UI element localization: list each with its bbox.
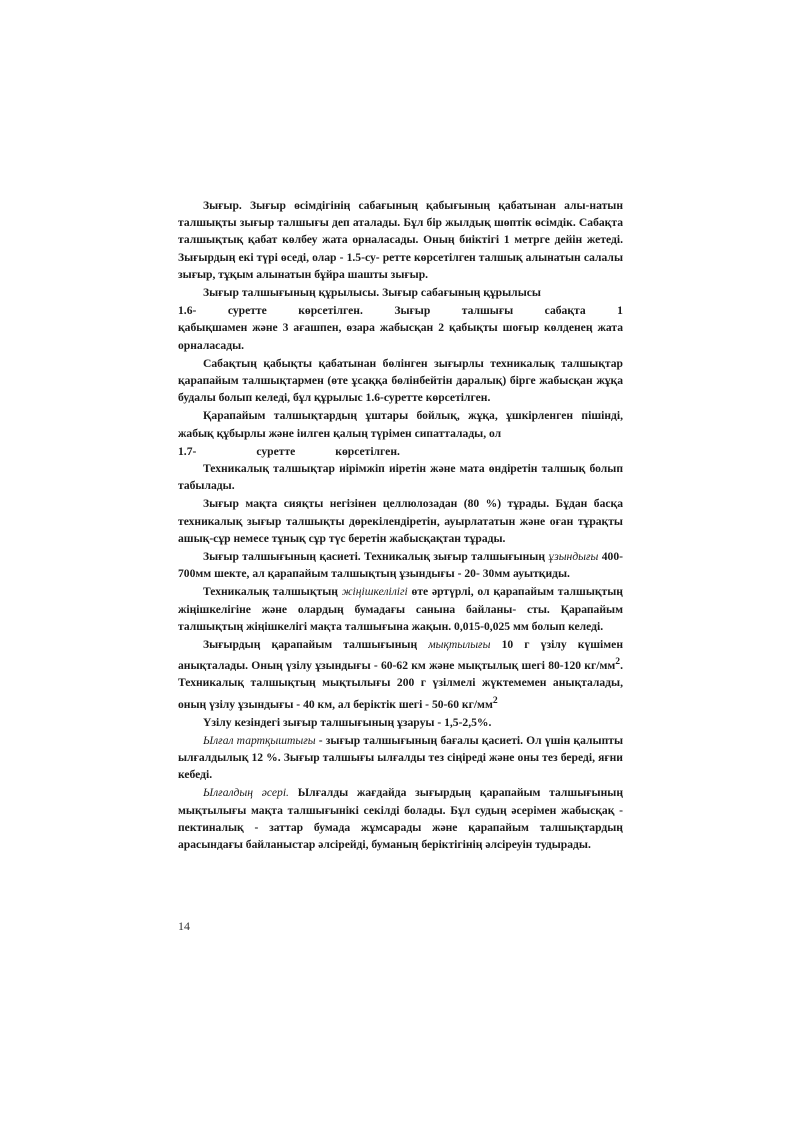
superscript: 2 — [615, 656, 621, 668]
document-body — [178, 197, 623, 854]
paragraph-flax-intro: Зығыр. Зығыр өсімдігінің сабағының қабығының қабатынан алы-натын талшықты зығыр талшығы деп аталады. Бұл бір жылдық шөптік өсімдік. Сабақта талшықтық қабат көлбеу жата орналасады. Оның биіктігі 1 метрге дейін жетеді. Зығырдың екі түрі өседі, олар - 1.5-су- ретте көрсетілген талшық алынатын салалы зығыр, тұқым алынатын бұйра шашты зығыр. — [178, 199, 623, 281]
italic-term: Ылғал тартқыштығы — [203, 733, 316, 747]
superscript: 2 — [492, 694, 498, 706]
word: талшығы — [461, 304, 514, 318]
paragraph-moisture-absorption — [178, 732, 623, 784]
text: . Техникалық талшықтың мықтылығы 200 г үзілмелі жүктемемен анықталады, оның үзілу ұзындығы - 40 км, ал беріктік шегі - 50-60 кг/мм — [178, 659, 623, 711]
word: 1.7- — [178, 444, 197, 458]
paragraph-bark-layer: Сабақтың қабықты қабатынан бөлінген зығырлы техникалық талшықтар қарапайым талшықтармен (өте ұсаққа бөлінбейтін даралық) бірге жабысқан жұқа будалы болып келеді, бұл құрылыс 1.6-суретте көрсетілген. — [178, 356, 623, 405]
paragraph-strength — [178, 636, 623, 713]
paragraph-flax-structure-cont: қабықшамен және 3 ағашпен, өзара жабысқан 2 қабықты шоғыр көлденең жата орналасады. — [178, 321, 623, 352]
paragraph-cellulose: Зығыр мақта сияқты негізінен целлюлозадан (80 %) тұрады. Бұдан басқа техникалық зығыр талшықты дөрекілендіретін, ауырлататын және оған тұрақты ашық-сұр немесе тұнық сұр түс беретін жабысқақтан тұрады. — [178, 497, 623, 545]
paragraph-flax-structure: Зығыр талшығының құрылысы. Зығыр сабағының құрылысы — [203, 286, 541, 300]
italic-term: ұзындығы — [548, 550, 599, 564]
paragraph-elongation: Үзілу кезіндегі зығыр талшығының ұзаруы - 1,5-2,5%. — [203, 715, 492, 729]
paragraph-figure-ref-row-2 — [178, 443, 623, 460]
page-number: 14 — [178, 919, 190, 933]
italic-term: Ылғалдың әсері. — [203, 786, 289, 800]
paragraph-simple-fibers: Қарапайым талшықтардың ұштары бойлық, жұқа, ұшкірленген пішінді, жабық құбырлы және іилген қалың түрімен сипатталады, ол — [178, 409, 623, 440]
italic-term: жіңішкелілігі — [341, 585, 408, 599]
text: Ылғалды жағдайда зығырдың қарапайым талшығының мықтылығы мақта талшығынікі секілді болады. Бұл судың әсерімен жабысқақ - пектиналық - заттар бумада жұмсарады және қарапайым талшықтардың арасындағы байланыстар әлсірейді, буманың беріктігінің әлсіреуін тудырады. — [178, 786, 623, 852]
word: суретте — [227, 304, 267, 318]
paragraph-figure-ref-row — [178, 302, 623, 319]
text: Техникалық талшықтың — [203, 585, 342, 599]
text: 400-700мм шекте, ал қарапайым талшықтың ұзындығы - 20- 30мм ауытқиды. — [178, 550, 624, 581]
italic-term: мықтылығы — [428, 638, 491, 652]
word: көрсетілген. — [335, 444, 400, 458]
paragraph-fineness — [178, 583, 623, 635]
text: Зығырдың қарапайым талшығының — [203, 638, 429, 652]
word: Зығыр — [394, 304, 431, 318]
word: сабақта — [544, 304, 586, 318]
text: өте әртүрлі, ол қарапайым талшықтың жіңішкелігіне және олардың бумадағы санына байланы- сты. Қарапайым талшықтың жіңішкелігі мақта талшығына жақын. 0,015-0,025 мм болып келеді. — [178, 585, 623, 633]
word: 1.6- — [178, 304, 197, 318]
word: 1 — [617, 304, 623, 318]
text: Зығыр талшығының қасиеті. Техникалық зығыр талшығының — [203, 550, 546, 564]
word: суретте — [256, 444, 296, 458]
word: көрсетілген. — [298, 304, 363, 318]
paragraph-fiber-length — [178, 548, 623, 582]
paragraph-technical-fibers: Техникалық талшықтар иірімжіп иіретін және мата өндіретін талшық болып табылады. — [178, 462, 623, 493]
text: 10 г үзілу күшімен анықталады. Оның үзілу ұзындығы - 60-62 км және мықтылық шегі 80-120 кг/мм — [178, 638, 623, 673]
text: - зығыр талшығының бағалы қасиеті. Ол үшін қалыпты ылғалдылық 12 %. Зығыр талшығы ылғалды тез сіңіреді және оны тез береді, яғни кебеді. — [178, 733, 623, 782]
paragraph-moisture-effect — [178, 784, 623, 853]
